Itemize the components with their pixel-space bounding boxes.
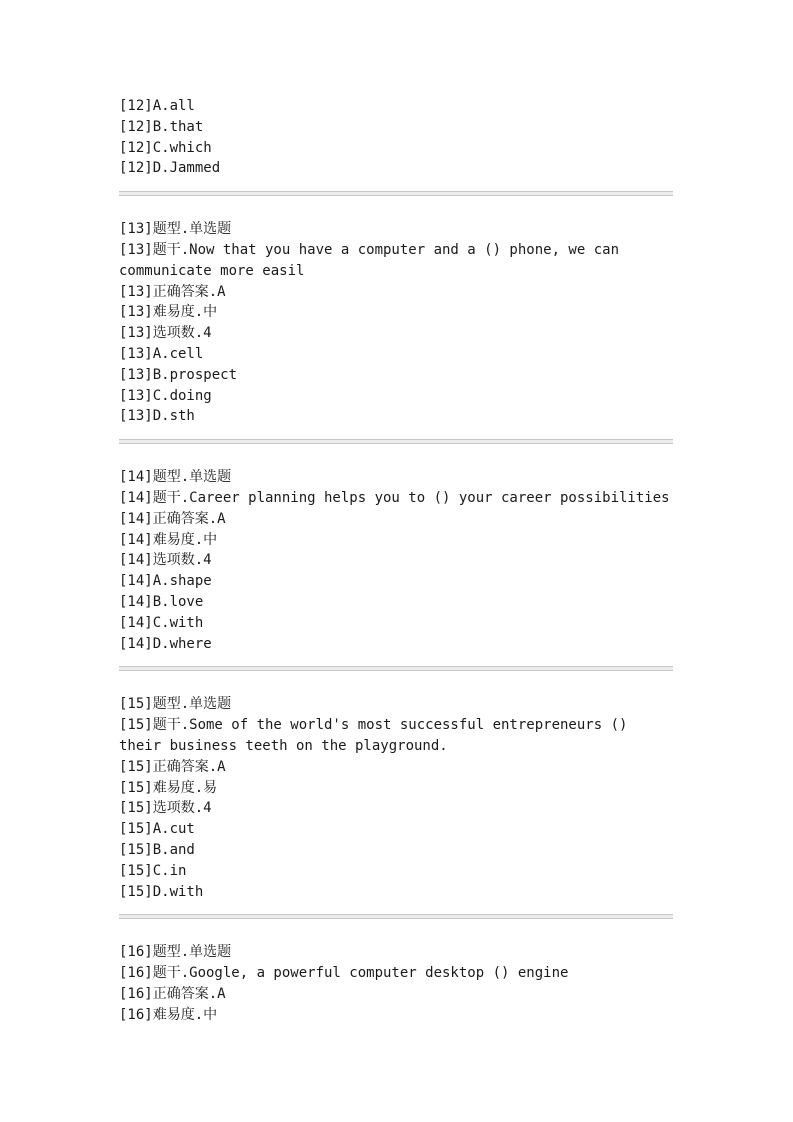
option-c-line: [13]C.doing (119, 387, 212, 404)
question-block-16 (119, 942, 675, 1025)
correct-answer-line: [16]正确答案.A (119, 985, 226, 1002)
option-b-line: [14]B.love (119, 593, 204, 610)
option-b-line: [13]B.prospect (119, 366, 238, 383)
difficulty-line: [14]难易度.中 (119, 531, 218, 548)
section-divider (119, 439, 673, 444)
option-a-line: [12]A.all (119, 98, 195, 114)
option-c-line: [14]C.with (119, 614, 204, 631)
section-divider (119, 914, 673, 919)
option-c-line: [15]C.in (119, 862, 187, 879)
difficulty-line: [16]难易度.中 (119, 1006, 218, 1023)
question-stem-line: [15]题干.Some of the world's most successful entrepreneurs () their business teeth on the playground. (119, 717, 636, 754)
question-block-13 (119, 219, 675, 427)
correct-answer-line: [14]正确答案.A (119, 510, 226, 527)
option-count-line: [13]选项数.4 (119, 325, 212, 342)
question-stem-line: [16]题干.Google, a powerful computer desktop () engine (119, 965, 569, 982)
option-d-line: [13]D.sth (119, 408, 195, 425)
question-type-line: [14]题型.单选题 (119, 469, 232, 486)
option-a-line: [14]A.shape (119, 573, 212, 590)
option-a-line: [13]A.cell (119, 345, 204, 362)
option-d-line: [14]D.where (119, 635, 212, 652)
question-stem-line: [14]题干.Career planning helps you to () your career possibilities (119, 489, 670, 506)
question-stem-line: [13]题干.Now that you have a computer and a () phone, we can communicate more easil (119, 241, 628, 279)
question-block-14 (119, 467, 675, 654)
question-block-12 (119, 96, 675, 179)
section-divider (119, 666, 673, 671)
option-count-line: [15]选项数.4 (119, 800, 212, 817)
option-b-line: [15]B.and (119, 841, 195, 858)
correct-answer-line: [15]正确答案.A (119, 758, 226, 775)
question-type-line: [16]题型.单选题 (119, 944, 232, 961)
option-c-line: [12]C.which (119, 139, 212, 156)
document-page (119, 96, 675, 1025)
option-d-line: [12]D.Jammed (119, 160, 221, 177)
correct-answer-line: [13]正确答案.A (119, 283, 226, 300)
difficulty-line: [13]难易度.中 (119, 304, 218, 321)
question-type-line: [13]题型.单选题 (119, 221, 232, 238)
section-divider (119, 191, 673, 196)
option-b-line: [12]B.that (119, 118, 204, 135)
difficulty-line: [15]难易度.易 (119, 779, 218, 796)
question-block-15 (119, 694, 675, 902)
option-count-line: [14]选项数.4 (119, 552, 212, 569)
question-type-line: [15]题型.单选题 (119, 696, 232, 713)
option-a-line: [15]A.cut (119, 821, 195, 838)
option-d-line: [15]D.with (119, 883, 204, 900)
